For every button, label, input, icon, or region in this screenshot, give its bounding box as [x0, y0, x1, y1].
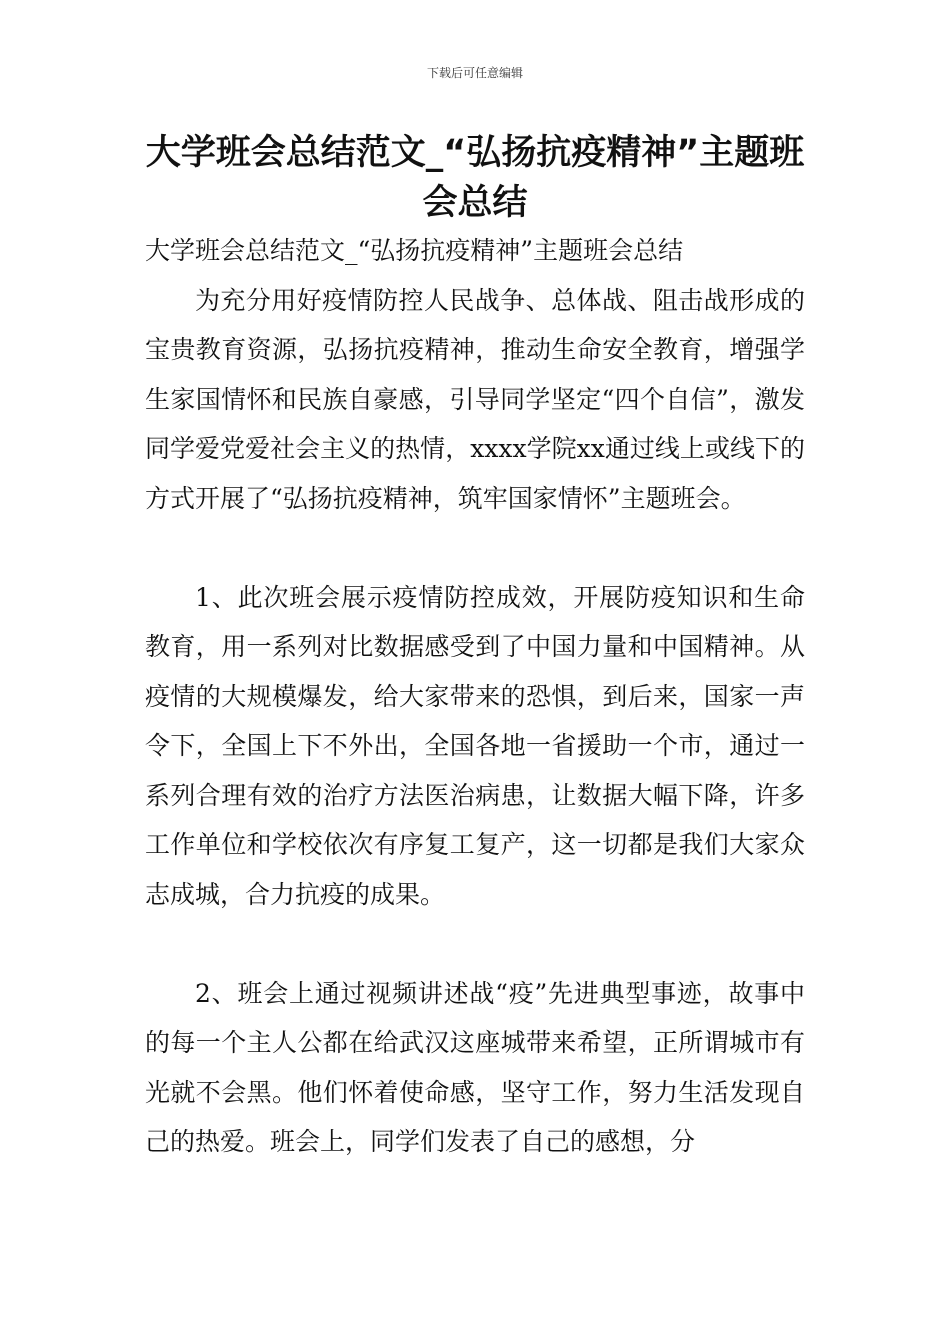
document-subtitle: 大学班会总结范文_“弘扬抗疫精神”主题班会总结 [145, 236, 684, 265]
paragraph-1: 1、此次班会展示疫情防控成效，开展防疫知识和生命教育，用一系列对比数据感受到了中国力量和中国精神。从疫情的大规模爆发，给大家带来的恐惧，到后来，国家一声令下，全国上下不外出，全国各地一省援助一个市，通过一系列合理有效的治疗方法医治病患，让数据大幅下降，许多工作单位和学校依次有序复工复产，这一切都是我们大家众志成城，合力抗疫的成果。 [145, 582, 805, 909]
paragraph-2: 2、班会上通过视频讲述战“疫”先进典型事迹，故事中的每一个主人公都在给武汉这座城带来希望，正所谓城市有光就不会黑。他们怀着使命感，坚守工作，努力生活发现自己的热爱。班会上，同学们发表了自己的感想，分 [145, 978, 805, 1156]
paragraph-gap [145, 919, 805, 969]
document-body [145, 226, 805, 1167]
paragraph-gap [145, 523, 805, 573]
paragraph-intro: 为充分用好疫情防控人民战争、总体战、阻击战形成的宝贵教育资源，弘扬抗疫精神，推动生命安全教育，增强学生家国情怀和民族自豪感，引导同学坚定“四个自信”，激发同学爱党爱社会主义的热情，xxxx学院xx通过线上或线下的方式开展了“弘扬抗疫精神，筑牢国家情怀”主题班会。 [145, 285, 805, 513]
header-note: 下载后可任意编辑 [426, 66, 523, 80]
document-title: 大学班会总结范文_“弘扬抗疫精神”主题班会总结 [145, 133, 805, 223]
